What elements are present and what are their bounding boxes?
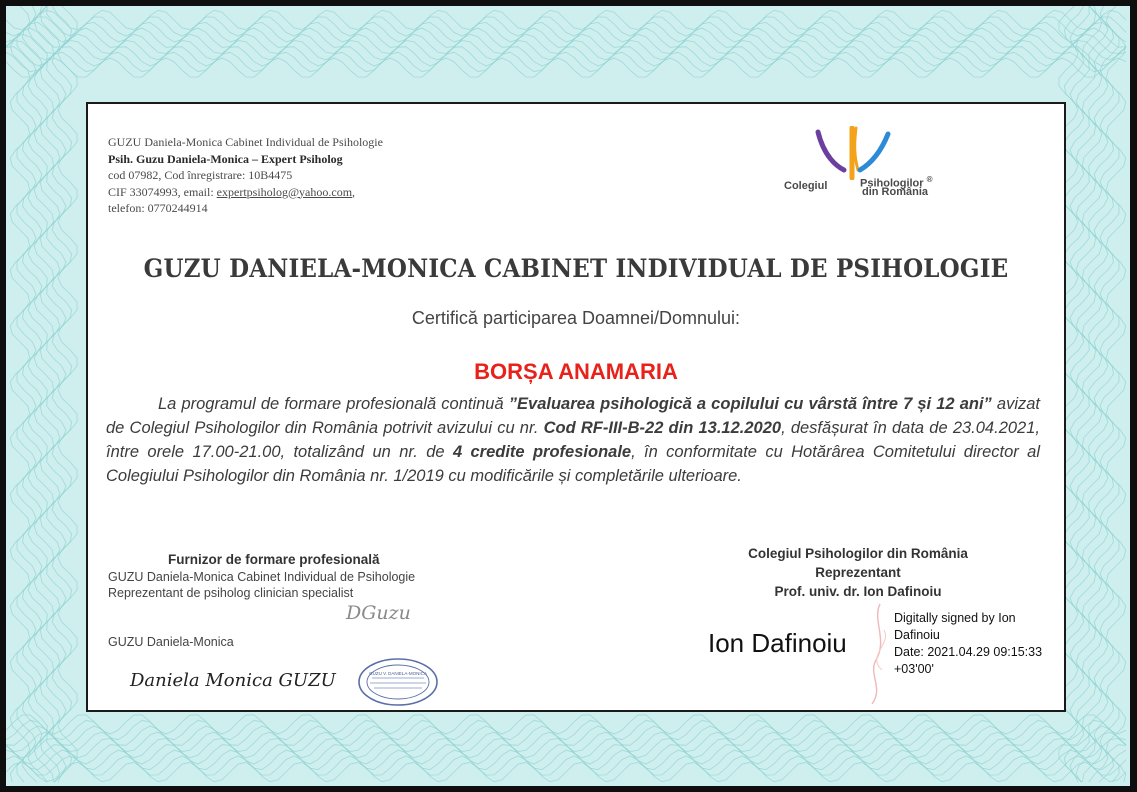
issuer-comma: , xyxy=(352,184,356,199)
issuer-line-4 xyxy=(108,184,383,201)
initials-signature: DGuzu xyxy=(346,602,411,624)
stamp-text: GUZU V. DANIELA-MONICA xyxy=(369,671,427,676)
issuer-line-3: cod 07982, Cod înregistrare: 10B4475 xyxy=(108,168,293,182)
digital-signature-info xyxy=(894,610,1042,678)
issuer-cif: CIF 33074993, email: xyxy=(108,184,217,199)
colegiul-psihologilor-logo xyxy=(778,126,948,206)
body-part-5: , desfășurat în data de 23.04.2021, între orele 17.00-21.00, totalizând un nr. de xyxy=(106,419,1040,461)
provider-heading: Furnizor de formare profesională xyxy=(168,552,380,567)
stamp-seal xyxy=(356,656,440,708)
certificate-body xyxy=(106,392,1040,488)
provider-line-1: GUZU Daniela-Monica Cabinet Individual de Psihologie xyxy=(108,569,416,584)
digital-line-4: +03'00' xyxy=(894,662,934,676)
certificate-paper xyxy=(86,102,1066,712)
logo-word-colegiul: Colegiul xyxy=(784,180,828,192)
body-part-7: , în conformitate cu Hotărârea Comitetului director al Colegiului Psihologilor din România nr. 1/2019 cu modificările și completările ulterioare. xyxy=(106,443,1041,485)
cpr-signature-name: Ion Dafinoiu xyxy=(708,628,847,658)
cpr-line-1: Colegiul Psihologilor din România xyxy=(748,546,968,561)
certificate-title: GUZU DANIELA-MONICA CABINET INDIVIDUAL DE PSIHOLOGIE xyxy=(143,254,1009,283)
approval-code: Cod RF-III-B-22 din 13.12.2020 xyxy=(543,419,782,437)
cpr-line-3: Prof. univ. dr. Ion Dafinoiu xyxy=(774,584,942,599)
digital-line-3: Date: 2021.04.29 09:15:33 xyxy=(894,645,1043,659)
credits-count: 4 credite profesionale xyxy=(452,443,632,461)
logo-psihologilor-text: Psihologilor xyxy=(860,177,924,190)
provider-block xyxy=(108,552,415,602)
issuer-line-1: GUZU Daniela-Monica Cabinet Individual de Psihologie xyxy=(108,135,383,149)
digital-line-1: Digitally signed by Ion xyxy=(894,611,1016,625)
recipient-name: BORȘA ANAMARIA xyxy=(474,359,678,384)
body-part-3: avizat de Colegiul Psihologilor din România potrivit avizului cu nr. xyxy=(106,395,1041,437)
issuer-line-5: telefon: 0770244914 xyxy=(108,201,208,215)
cpr-line-2: Reprezentant xyxy=(815,565,901,580)
psi-logo-icon xyxy=(814,126,894,180)
issuer-info xyxy=(108,134,383,217)
cpr-representative-block xyxy=(708,544,1008,601)
provider-signature: Daniela Monica GUZU xyxy=(130,670,336,691)
issuer-line-2: Psih. Guzu Daniela-Monica – Expert Psiholog xyxy=(108,151,343,166)
logo-word-din-romania: din România xyxy=(862,186,929,198)
certificate-frame xyxy=(6,6,1130,786)
body-part-1: La programul de formare profesională continuă xyxy=(158,395,509,413)
provider-name: GUZU Daniela-Monica xyxy=(108,635,234,649)
provider-line-2: Reprezentant de psiholog clinician specialist xyxy=(108,586,354,600)
certifies-text: Certifică participarea Doamnei/Domnului: xyxy=(411,308,741,328)
issuer-email-link[interactable]: expertpsiholog@yahoo.com xyxy=(216,184,353,199)
digital-line-2: Dafinoiu xyxy=(894,628,940,642)
program-title: ”Evaluarea psihologică a copilului cu vârstă între 7 și 12 ani” xyxy=(508,395,992,413)
digital-signature-mark xyxy=(858,600,898,710)
logo-registered-mark: ® xyxy=(926,175,933,184)
